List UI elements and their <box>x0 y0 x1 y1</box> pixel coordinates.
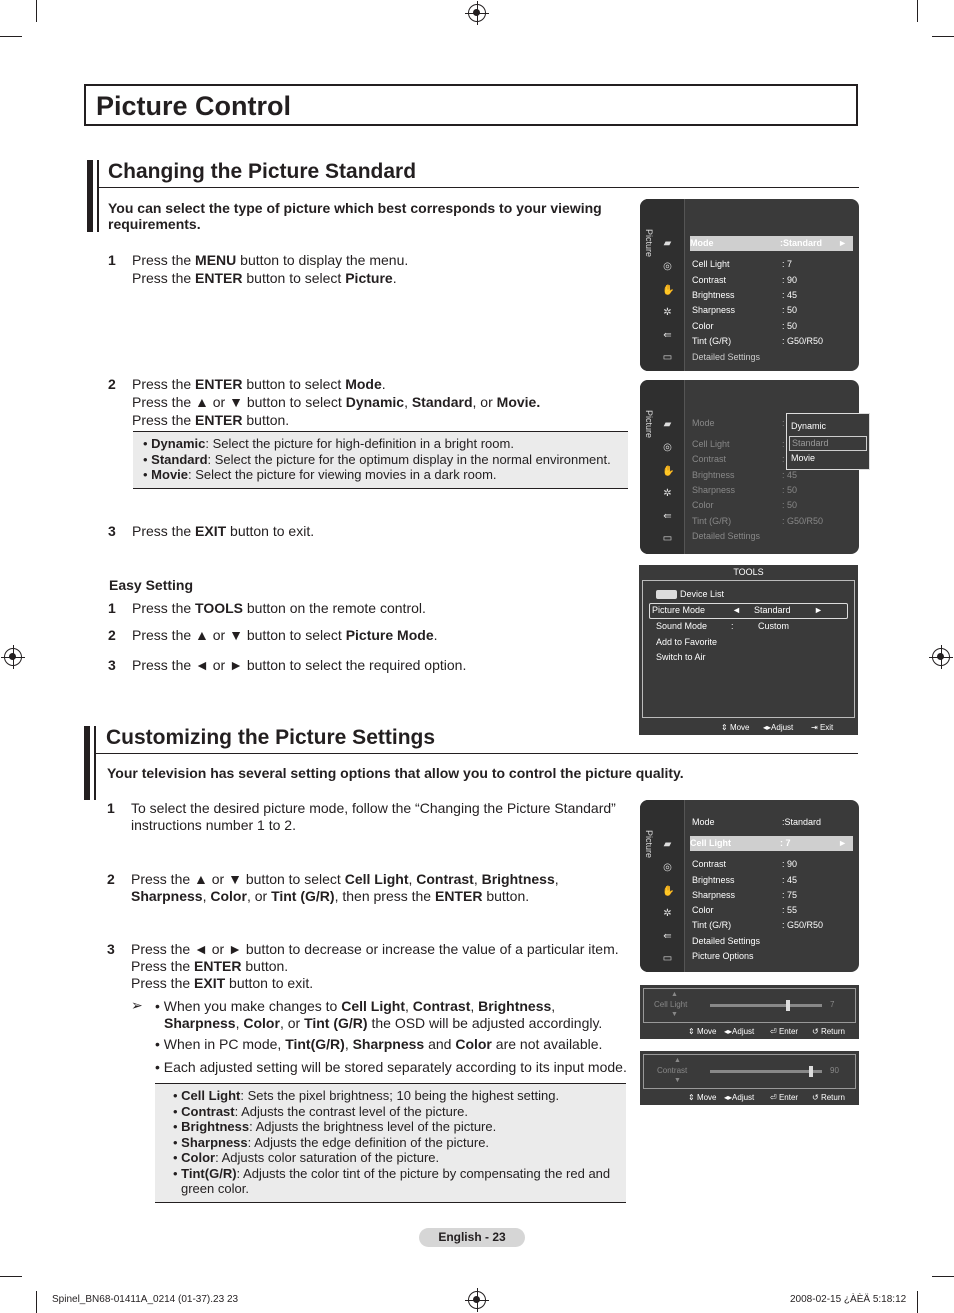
tools-switch-air[interactable]: Switch to Air <box>656 652 706 662</box>
registration-mark-icon <box>932 648 950 666</box>
tip-text: • Each adjusted setting will be stored separately according to its input mode. <box>155 1059 627 1075</box>
mode-popup <box>786 413 870 470</box>
osd-tab-label: Picture <box>644 229 654 258</box>
down-arrow-icon: ▼ <box>674 1077 681 1084</box>
slider-track[interactable] <box>710 1070 822 1073</box>
step-text: Press the ▲ or ▼ button to select Cell Light, Contrast, Brightness, <box>131 871 559 887</box>
crop-mark <box>917 0 918 22</box>
page-number: English - 23 <box>419 1228 525 1247</box>
osd-row[interactable]: Detailed Settings <box>692 936 761 946</box>
slider-value: 7 <box>830 1000 835 1009</box>
step-number: 3 <box>108 523 116 539</box>
section-bar <box>94 726 96 800</box>
note-item: • Tint(G/R): Adjusts the color tint of the picture by compensating the red and <box>173 1165 611 1181</box>
osd-cell-light-menu <box>640 800 859 972</box>
contrast-slider-osd <box>640 1051 859 1105</box>
osd-row[interactable]: Picture Options <box>692 951 754 961</box>
osd-row[interactable]: Mode :Standard <box>692 817 822 827</box>
easy-setting-title: Easy Setting <box>109 577 194 593</box>
application-icon: ▭ <box>662 533 673 544</box>
step-text: To select the desired picture mode, follow the “Changing the Picture Standard” <box>131 800 616 816</box>
crop-mark <box>917 1291 918 1313</box>
section-intro: requirements. <box>108 216 201 232</box>
print-footer-right: 2008-02-15 ¿ÀÈÄ 5:18:12 <box>790 1294 907 1305</box>
osd-row[interactable]: Contrast : 90 <box>692 859 798 869</box>
up-arrow-icon: ▲ <box>671 991 678 998</box>
tools-picture-mode[interactable]: Picture Mode ◄ Standard ► <box>649 603 848 619</box>
osd-row[interactable]: Contrast : <box>692 454 785 464</box>
page-title: Picture Control <box>96 91 292 121</box>
sound-mode-colon: : <box>731 621 734 631</box>
footer-enter: ⏎ Enter <box>770 1027 799 1036</box>
step-number: 3 <box>107 941 115 957</box>
page-title-box <box>84 84 858 126</box>
slider-label: Contrast <box>657 1066 688 1075</box>
sound-mode-value: Custom <box>758 621 790 631</box>
footer-enter: ⏎ Enter <box>770 1093 799 1102</box>
input-icon: ⇚ <box>663 330 672 341</box>
step-text: Press the ENTER button to select Picture. <box>132 270 397 286</box>
left-arrow-icon: ◄ <box>732 605 741 615</box>
osd-row[interactable]: Brightness : 45 <box>692 290 798 300</box>
registration-mark-icon <box>4 648 22 666</box>
osd-sidebar <box>640 800 685 972</box>
down-arrow-icon: ▼ <box>671 1011 678 1018</box>
step-text: Press the EXIT button to exit. <box>131 975 314 991</box>
print-footer-left: Spinel_BN68-01411A_0214 (01-37).23 23 <box>52 1294 239 1305</box>
slider-panel <box>643 988 856 1023</box>
footer-return: ↺ Return <box>812 1027 845 1036</box>
osd-row[interactable]: Detailed Settings <box>692 531 761 541</box>
osd-row[interactable]: Color : 50 <box>692 500 798 510</box>
sound-icon: ◎ <box>663 862 672 873</box>
tools-header: TOOLS <box>733 567 764 577</box>
step-text: instructions number 1 to 2. <box>131 817 296 833</box>
application-icon: ▭ <box>662 352 673 363</box>
registration-mark-icon <box>468 1291 486 1309</box>
osd-row[interactable]: Brightness : 45 <box>692 875 798 885</box>
step-text: Press the ◄ or ► button to select the required option. <box>132 657 467 673</box>
footer-return: ↺ Return <box>812 1093 845 1102</box>
step-text: Sharpness, Color, or Tint (G/R), then press the ENTER button. <box>131 888 530 904</box>
step-text: Press the ENTER button. <box>131 958 289 974</box>
step-number: 2 <box>108 376 116 392</box>
channel-icon: ✋ <box>662 466 675 477</box>
step-number: 2 <box>108 627 116 643</box>
tools-menu <box>639 565 858 735</box>
osd-tab-label: Picture <box>644 830 654 859</box>
slider-value: 90 <box>830 1066 839 1075</box>
note-item: green color. <box>181 1181 249 1196</box>
note-box <box>155 1083 626 1203</box>
picture-icon: ▰ <box>663 839 672 850</box>
step-text: Press the TOOLS button on the remote control. <box>132 600 426 616</box>
channel-icon: ✋ <box>662 285 675 296</box>
osd-row-mode[interactable]: Mode :Standard ► <box>690 236 853 251</box>
footer-move: ⇕ Move <box>688 1093 717 1102</box>
step-number: 1 <box>107 800 115 816</box>
tip-arrow-icon: ➢ <box>131 997 143 1013</box>
osd-row[interactable]: Cell Light : <box>692 439 785 449</box>
section-bar <box>97 160 99 232</box>
slider-label: Cell Light <box>654 1000 688 1009</box>
setup-icon: ✲ <box>663 908 672 919</box>
osd-row[interactable]: Detailed Settings <box>692 352 761 362</box>
anynet-icon <box>656 590 677 599</box>
note-item: • Standard: Select the picture for the optimum display in the normal environment. <box>143 451 611 467</box>
popup-option[interactable]: Movie <box>791 453 816 463</box>
step-number: 1 <box>108 252 116 268</box>
popup-option[interactable]: Dynamic <box>791 421 827 431</box>
tools-device-list[interactable]: Device List <box>656 589 724 599</box>
input-icon: ⇚ <box>663 511 672 522</box>
step-text: Press the ▲ or ▼ button to select Picture Mode. <box>132 627 438 643</box>
step-text: Press the ENTER button. <box>132 412 290 428</box>
note-item: • Color: Adjusts color saturation of the picture. <box>173 1150 440 1165</box>
slider-panel <box>643 1054 856 1089</box>
osd-row[interactable]: Tint (G/R) : G50/R50 <box>692 516 824 526</box>
section-title: Customizing the Picture Settings <box>106 726 436 749</box>
section-intro: You can select the type of picture which best corresponds to your viewing <box>108 200 602 216</box>
setup-icon: ✲ <box>663 488 672 499</box>
step-number: 3 <box>108 657 116 673</box>
osd-sidebar <box>640 380 685 554</box>
footer-move: ⇕ Move <box>721 723 750 732</box>
osd-row[interactable]: Color : 55 <box>692 905 798 915</box>
footer-adjust: ◂▸Adjust <box>724 1093 755 1102</box>
tip-text: • When you make changes to Cell Light, Contrast, Brightness, <box>155 998 556 1014</box>
osd-row[interactable]: Tint (G/R) : G50/R50 <box>692 920 824 930</box>
setup-icon: ✲ <box>663 307 672 318</box>
step-number: 2 <box>107 871 115 887</box>
section-title: Changing the Picture Standard <box>108 160 417 183</box>
osd-sidebar <box>640 199 685 371</box>
application-icon: ▭ <box>662 953 673 964</box>
osd-row[interactable]: Tint (G/R) : G50/R50 <box>692 336 824 346</box>
registration-mark-icon <box>468 4 486 22</box>
note-box <box>133 431 628 489</box>
osd-row[interactable]: Contrast : 90 <box>692 275 798 285</box>
osd-row[interactable]: Sharpness : 50 <box>692 485 798 495</box>
step-text: Press the ENTER button to select Mode. <box>132 376 386 392</box>
crop-mark <box>36 1291 37 1313</box>
step-text: Press the MENU button to display the menu. <box>132 252 409 268</box>
footer-adjust: ◂▸Adjust <box>724 1027 755 1036</box>
note-item: • Brightness: Adjusts the brightness level of the picture. <box>173 1119 497 1134</box>
input-icon: ⇚ <box>663 931 672 942</box>
footer-exit: ⇥ Exit <box>811 723 834 732</box>
crop-mark <box>932 1276 954 1277</box>
osd-row[interactable]: Sharpness : 50 <box>692 305 798 315</box>
section-rule <box>97 187 859 188</box>
crop-mark <box>36 0 37 22</box>
slider-knob[interactable] <box>786 1000 790 1011</box>
osd-row-cell-light[interactable]: Cell Light : 7 ► <box>690 836 853 851</box>
picture-icon: ▰ <box>663 419 672 430</box>
tools-panel <box>642 580 855 718</box>
channel-icon: ✋ <box>662 886 675 897</box>
up-arrow-icon: ▲ <box>674 1057 681 1064</box>
osd-row[interactable]: Sharpness : 75 <box>692 890 798 900</box>
osd-row[interactable]: Brightness : 45 <box>692 470 798 480</box>
note-item: • Cell Light: Sets the pixel brightness; 10 being the highest setting. <box>173 1088 560 1103</box>
footer-adjust: ◂▸Adjust <box>763 723 794 732</box>
tip-text: • When in PC mode, Tint(G/R), Sharpness and Color are not available. <box>155 1036 603 1052</box>
tip-text: Sharpness, Color, or Tint (G/R) the OSD will be adjusted accordingly. <box>164 1015 603 1031</box>
slider-track[interactable] <box>710 1004 822 1007</box>
note-item: • Contrast: Adjusts the contrast level of the picture. <box>173 1103 469 1119</box>
step-text: Press the ◄ or ► button to decrease or increase the value of a particular item. <box>131 941 619 957</box>
sound-icon: ◎ <box>663 442 672 453</box>
footer-move: ⇕ Move <box>688 1027 717 1036</box>
picture-icon: ▰ <box>663 238 672 249</box>
sound-icon: ◎ <box>663 261 672 272</box>
osd-row[interactable]: Cell Light : 7 <box>692 259 793 269</box>
osd-row[interactable]: Mode : <box>692 418 785 428</box>
section-intro: Your television has several setting options that allow you to control the picture quality. <box>107 765 684 781</box>
osd-picture-menu <box>640 199 859 371</box>
step-number: 1 <box>108 600 116 616</box>
osd-row[interactable]: Color : 50 <box>692 321 798 331</box>
section-bar <box>84 726 90 800</box>
note-item: • Sharpness: Adjusts the edge definition of the picture. <box>173 1134 490 1150</box>
crop-mark <box>932 36 954 37</box>
section-bar <box>87 160 93 232</box>
tools-add-favorite[interactable]: Add to Favorite <box>656 637 718 647</box>
crop-mark <box>0 1276 22 1277</box>
right-arrow-icon: ► <box>814 605 823 615</box>
popup-option-selected[interactable]: Standard <box>789 436 867 451</box>
note-item: • Movie: Select the picture for viewing movies in a dark room. <box>143 467 497 482</box>
slider-knob[interactable] <box>809 1066 813 1077</box>
osd-tab-label: Picture <box>644 410 654 439</box>
note-item: • Dynamic: Select the picture for high-definition in a bright room. <box>143 436 514 451</box>
step-text: Press the ▲ or ▼ button to select Dynamic, Standard, or Movie. <box>132 394 541 410</box>
step-text: Press the EXIT button to exit. <box>132 523 315 539</box>
section-rule <box>94 753 858 754</box>
tools-sound-mode[interactable]: Sound Mode <box>656 621 708 631</box>
cell-light-slider-osd <box>640 985 859 1039</box>
crop-mark <box>0 36 22 37</box>
